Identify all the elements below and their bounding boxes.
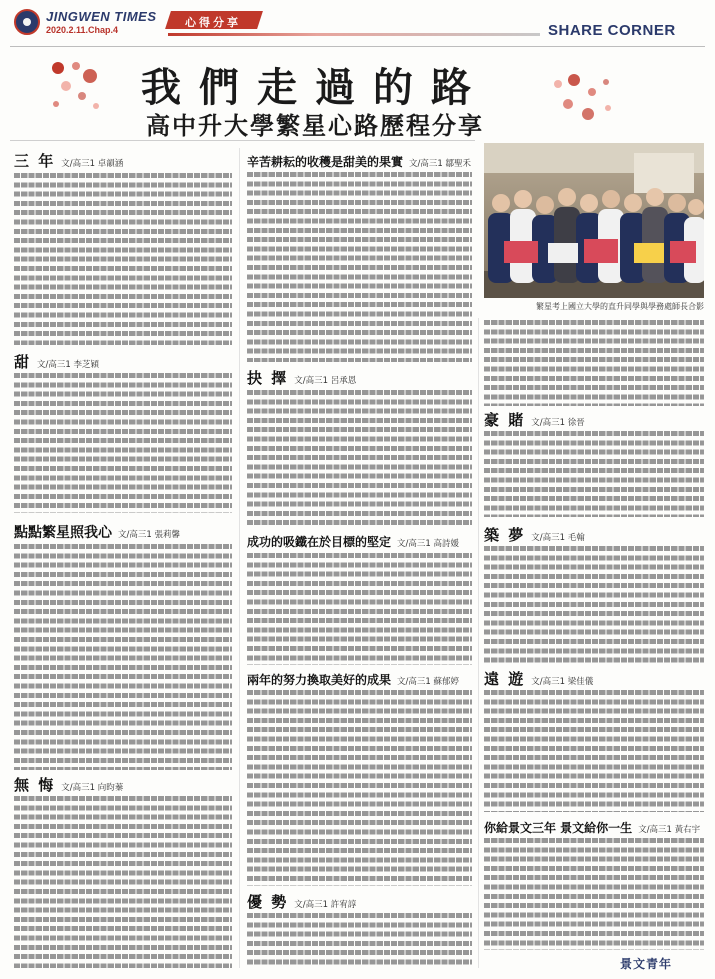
article-body-continued xyxy=(484,320,704,406)
article-body xyxy=(14,796,232,968)
header-divider xyxy=(10,46,705,47)
photo-caption: 繁星考上國立大學的直升同學與學務處師長合影 xyxy=(536,302,704,311)
article-title: 優 勢 xyxy=(247,893,289,911)
article-byline: 文/高三1 呂承恩 xyxy=(294,376,357,386)
article-body xyxy=(247,913,472,968)
article-body xyxy=(484,690,704,812)
article-byline: 文/高三1 李芝穎 xyxy=(37,360,99,370)
article-byline: 文/高三1 高詩媛 xyxy=(397,539,459,549)
decorative-dots-right xyxy=(548,72,618,128)
group-photo xyxy=(484,143,704,298)
article-byline: 文/高三1 卓韻涵 xyxy=(61,159,124,169)
publication-name: JINGWEN TIMES xyxy=(46,9,157,24)
page-title: 我們走過的路 xyxy=(141,64,489,111)
article-body xyxy=(247,172,472,362)
school-emblem-icon xyxy=(14,9,40,35)
article-body xyxy=(247,690,472,886)
article-title: 甜 xyxy=(14,353,32,371)
issue-number: 2020.2.11.Chap.4 xyxy=(46,25,119,35)
article-title: 無 悔 xyxy=(14,776,56,794)
article-byline: 文/高三1 徐晉 xyxy=(531,418,585,428)
article-title: 辛苦耕耘的收穫是甜美的果實 xyxy=(247,155,404,169)
article-title: 抉 擇 xyxy=(247,369,289,387)
column-divider xyxy=(239,148,240,968)
article-byline: 文/高三1 毛翰 xyxy=(531,533,585,543)
article-byline: 文/高三1 張莉馨 xyxy=(118,530,180,540)
article-byline: 文/高三1 黃右宇 xyxy=(638,825,701,835)
article-byline: 文/高三1 梁佳儀 xyxy=(531,677,594,687)
article-title: 三 年 xyxy=(14,152,56,170)
section-tag-label: 心得分享 xyxy=(185,16,242,29)
article-title: 遠 遊 xyxy=(484,670,526,688)
section-corner-title: SHARE CORNER xyxy=(548,22,676,39)
article-byline: 文/高三1 許宥諄 xyxy=(294,900,357,910)
article-body xyxy=(14,173,232,345)
section-tag xyxy=(165,11,263,29)
page-subtitle: 高中升大學繁星心路歷程分享 xyxy=(146,111,484,140)
article-byline: 文/高三1 向昀蓁 xyxy=(61,783,124,793)
footer-logo: 景文青年 xyxy=(620,957,673,971)
article-body xyxy=(14,544,232,770)
article-title: 你給景文三年 景文給你一生 xyxy=(484,821,633,835)
article-byline: 文/高三1 蘇郁婷 xyxy=(397,677,459,687)
header-rule xyxy=(168,33,540,36)
article-title: 成功的吸鐵在於目標的堅定 xyxy=(247,535,392,549)
article-body xyxy=(484,838,704,950)
column-divider xyxy=(478,318,479,968)
article-body xyxy=(247,390,472,528)
article-title: 兩年的努力換取美好的成果 xyxy=(247,673,392,687)
article-body xyxy=(484,546,704,664)
article-title: 築 夢 xyxy=(484,526,526,544)
article-body xyxy=(484,431,704,517)
title-divider xyxy=(10,140,475,141)
article-body xyxy=(247,553,472,665)
article-byline: 文/高三1 鄒聖禾 xyxy=(409,159,471,169)
article-body xyxy=(14,373,232,513)
article-title: 點點繁星照我心 xyxy=(14,525,112,541)
article-title: 豪 賭 xyxy=(484,411,526,429)
